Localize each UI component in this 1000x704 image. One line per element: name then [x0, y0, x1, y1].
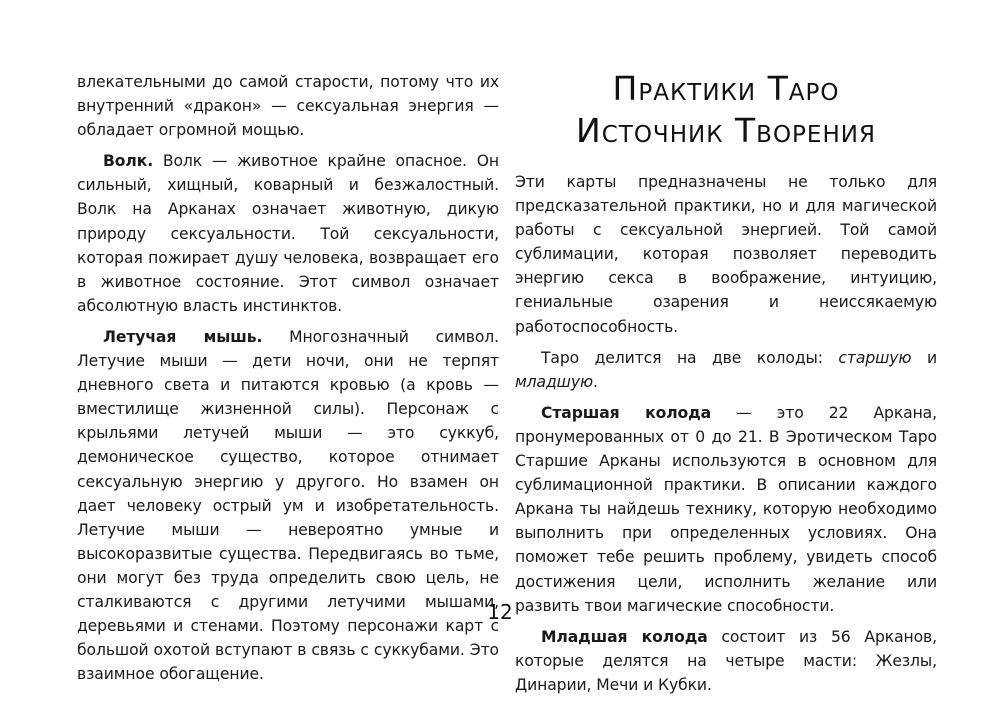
paragraph-decks	[515, 346, 937, 394]
page-number: 12	[487, 600, 513, 624]
paragraph-text: Волк — животное крайне опасное. Он сильный, хищный, коварный и безжалостный. Волк на Арканах означает животную, дикую природу сексуальности. Той сексуальности, которая пожирает душу человека, возвращает его в животное состояние. Этот символ означает абсолютную власть инстинктов.	[77, 152, 499, 315]
paragraph-text: Многозначный символ. Летучие мыши — дети ночи, они не терпят дневного света и питаются кровью (а кровь — вместилище жизненной силы). Персонаж с крыльями летучей мыши — это суккуб, демоническое существо, которое отнимает сексуальную энергию у другого. Но взамен он дает человеку острый ум и изобретательность. Летучие мыши — невероятно умные и высокоразвитые существа. Передвигаясь во тьме, они могут без труда определить свою цель, не сталкиваются с другими летучими мышами, деревьями и стенами. Поэтому персонажи карт с большой охотой вступают в связь с суккубами. Это взаимное обогащение.	[77, 327, 500, 684]
term-wolf: Волк.	[103, 152, 154, 171]
paragraph-bat	[77, 325, 499, 686]
term-minor-deck: Младшая колода	[541, 627, 708, 646]
paragraph-minor-arcana	[515, 625, 937, 697]
paragraph-intro	[515, 170, 937, 339]
paragraph-text: влекательными до самой старости, потому что их внутренний «дракон» — сексуальная энергия — обладает огромной мощью.	[77, 73, 499, 140]
paragraph-text: — это 22 Аркана, пронумерованных от 0 до 21. В Эротическом Таро Старшие Арканы используются в основном для сублимационной практики. В описании каждого Аркана ты найдешь технику, которую необходимо выполнить при определенных условиях. Она поможет тебе решить проблему, увидеть способ достижения цели, исполнить желание или развить твои магические способности.	[515, 403, 937, 615]
paragraph-text: .	[593, 372, 598, 391]
chapter-title	[515, 68, 937, 152]
term-junior: младшую	[515, 372, 593, 391]
term-major-deck: Старшая колода	[541, 403, 712, 422]
paragraph-text: и	[911, 348, 937, 367]
term-senior: старшую	[838, 348, 912, 367]
paragraph-text: Таро делится на две колоды:	[541, 348, 839, 367]
paragraph-wolf	[77, 149, 499, 318]
paragraph-major-arcana	[515, 401, 937, 618]
chapter-title-line-1: Практики Таро	[612, 69, 840, 108]
paragraph-dragon-continued	[77, 70, 499, 142]
term-bat: Летучая мышь.	[103, 327, 263, 346]
chapter-title-line-2: Источник Творения	[576, 111, 876, 150]
paragraph-text: Эти карты предназначены не только для предсказательной практики, но и для магической работы с сексуальной энергией. Той самой сублимации, которая позволяет переводить энергию секса в воображение, интуицию, гениальные озарения и неиссякаемую работоспособность.	[515, 173, 937, 336]
paragraph-text: состоит из 56 Арканов, которые делятся на четыре масти: Жезлы, Динарии, Мечи и Кубки.	[515, 627, 938, 694]
